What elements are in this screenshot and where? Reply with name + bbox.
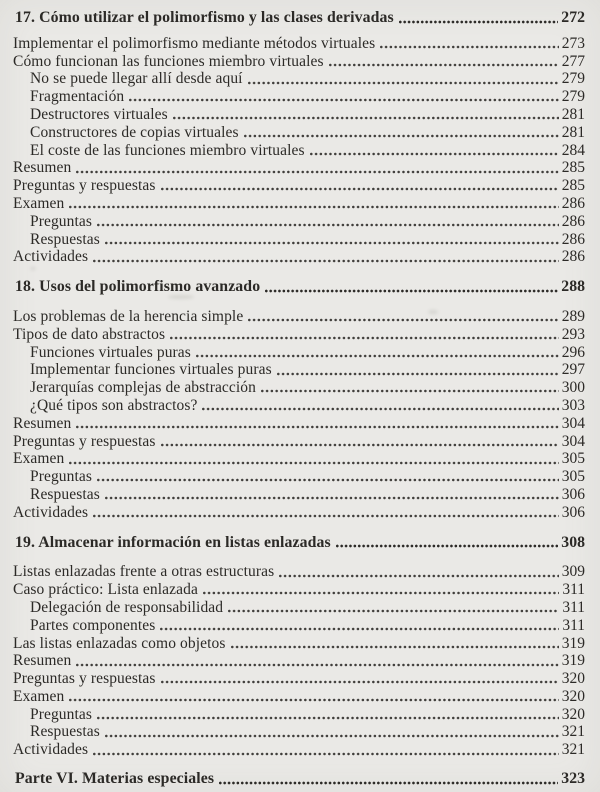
scan-artifact — [30, 267, 36, 270]
dot-leader — [244, 134, 559, 138]
toc-entry-label: Examen — [13, 194, 65, 212]
toc-entry-page: 286 — [561, 212, 585, 230]
toc-entry-label: Preguntas y respuestas — [13, 177, 156, 195]
toc-section-heading — [15, 278, 585, 296]
toc-entry-label: El coste de las funciones miembro virtuales — [30, 141, 305, 159]
toc-entry-label: Examen — [13, 450, 65, 468]
toc-entry-page: 304 — [561, 432, 585, 450]
dot-leader — [261, 389, 559, 393]
toc-entry-label: Funciones virtuales puras — [30, 343, 191, 361]
toc-entry-label: Actividades — [13, 248, 89, 266]
toc-entry-page: 279 — [561, 88, 585, 106]
toc-entry-page: 311 — [562, 598, 585, 616]
toc-entry-page: 284 — [561, 141, 585, 159]
toc-entry-label: Partes componentes — [30, 616, 156, 634]
toc-entry-label: Constructores de copias virtuales — [30, 123, 239, 141]
dot-leader — [196, 354, 559, 358]
toc-entry — [13, 599, 585, 617]
toc-entry-label: Destructores virtuales — [30, 105, 168, 123]
toc-entry-label: Resumen — [13, 652, 72, 670]
dot-leader — [380, 45, 559, 49]
toc-entry-label: Implementar funciones virtuales puras — [30, 361, 272, 379]
dot-leader — [69, 205, 558, 209]
toc-heading-page: 308 — [561, 533, 585, 551]
toc-entry — [13, 159, 585, 177]
toc-entry-label: Las listas enlazadas como objetos — [13, 634, 226, 652]
toc-entry — [13, 670, 585, 688]
dot-leader — [105, 734, 559, 738]
toc-heading-label: 18. Usos del polimorfismo avanzado — [15, 278, 261, 296]
toc-entry — [13, 723, 585, 741]
dot-leader — [219, 781, 558, 785]
toc-entry — [13, 35, 585, 53]
dot-leader — [160, 627, 559, 631]
dot-leader — [161, 680, 559, 684]
toc-entry — [13, 617, 585, 635]
scan-artifact — [168, 295, 194, 299]
toc-entry — [13, 361, 585, 379]
dot-leader — [203, 591, 559, 595]
scan-artifact — [428, 310, 438, 314]
dot-leader — [69, 698, 558, 702]
dot-leader — [173, 116, 559, 120]
toc-entry-page: 285 — [561, 159, 585, 177]
toc-section-heading — [15, 9, 585, 27]
toc-entry-page: 277 — [561, 52, 585, 70]
toc-section-heading — [15, 770, 585, 788]
toc-entry-page: 319 — [561, 652, 585, 670]
toc-entry-label: Preguntas — [30, 705, 93, 723]
toc-entry-page: 293 — [561, 325, 585, 343]
toc-entry — [13, 124, 585, 142]
dot-leader — [105, 241, 559, 245]
toc-entry — [13, 177, 585, 195]
toc-entry-label: Caso práctico: Lista enlazada — [13, 581, 198, 599]
toc-entry-page: 306 — [561, 503, 585, 521]
dot-leader — [105, 496, 559, 500]
toc-entry-page: 279 — [561, 70, 585, 88]
dot-leader — [93, 752, 559, 756]
toc-entry-label: Implementar el polimorfismo mediante métodos virtuales — [13, 34, 376, 52]
dot-leader — [279, 574, 559, 578]
toc-entry-label: Resumen — [13, 159, 72, 177]
toc-entry-page: 305 — [561, 468, 585, 486]
toc-entry-page: 285 — [561, 177, 585, 195]
toc-entry — [13, 563, 585, 581]
toc-entry — [13, 581, 585, 599]
toc-entry-page: 297 — [561, 361, 585, 379]
toc-heading-page: 272 — [561, 9, 585, 26]
toc-entry-label: Listas enlazadas frente a otras estructuras — [13, 563, 275, 581]
toc-heading-label: 19. Almacenar información en listas enlazadas — [15, 533, 331, 551]
toc-entry-page: 320 — [561, 670, 585, 688]
toc-heading-page: 323 — [561, 770, 585, 788]
toc-entry-page: 305 — [561, 450, 585, 468]
dot-leader — [277, 372, 559, 376]
toc-entry-page: 300 — [561, 379, 585, 397]
dot-leader — [265, 289, 558, 293]
dot-leader — [161, 187, 559, 191]
dot-leader — [129, 98, 558, 102]
dot-leader — [97, 223, 559, 227]
toc-entry-page: 311 — [562, 616, 585, 634]
toc-entry-page: 321 — [561, 723, 585, 741]
toc-entry-page: 320 — [561, 705, 585, 723]
toc-entry — [13, 415, 585, 433]
dot-leader — [76, 170, 558, 174]
toc-entry — [13, 635, 585, 653]
table-of-contents — [13, 9, 585, 788]
dot-leader — [161, 443, 559, 447]
toc-entry-label: Actividades — [13, 741, 89, 759]
toc-entry — [13, 652, 585, 670]
dot-leader — [336, 544, 559, 548]
toc-entry-page: 289 — [561, 307, 585, 325]
toc-entry — [13, 486, 585, 504]
toc-entry — [13, 326, 585, 344]
toc-entry-label: Respuestas — [30, 723, 100, 741]
dot-leader — [170, 336, 559, 340]
toc-entry — [13, 231, 585, 249]
dot-leader — [310, 152, 559, 156]
dot-leader — [399, 20, 559, 24]
dot-leader — [248, 81, 559, 85]
toc-entry-page: 281 — [561, 105, 585, 123]
toc-entry-page: 296 — [561, 343, 585, 361]
toc-entry — [13, 88, 585, 106]
toc-entry-label: Respuestas — [30, 485, 100, 503]
toc-entry — [13, 142, 585, 160]
dot-leader — [76, 663, 558, 667]
toc-entry-label: Jerarquías complejas de abstracción — [30, 379, 257, 397]
dot-leader — [97, 478, 559, 482]
dot-leader — [248, 318, 558, 322]
dot-leader — [93, 259, 559, 263]
toc-entry-page: 281 — [561, 123, 585, 141]
toc-entry-label: Delegación de responsabilidad — [30, 598, 224, 616]
dot-leader — [202, 407, 558, 411]
toc-heading-page: 288 — [561, 278, 585, 296]
toc-entry — [13, 70, 585, 88]
toc-entry-page: 306 — [561, 485, 585, 503]
toc-entry-page: 286 — [561, 248, 585, 266]
toc-entry — [13, 308, 585, 326]
toc-heading-label: Parte VI. Materias especiales — [15, 770, 215, 788]
toc-entry-page: 304 — [561, 414, 585, 432]
dot-leader — [329, 63, 559, 67]
toc-entry — [13, 213, 585, 231]
toc-heading-label: 17. Cómo utilizar el polimorfismo y las clases derivadas — [15, 9, 394, 26]
toc-entry-label: Respuestas — [30, 230, 100, 248]
toc-entry — [13, 397, 585, 415]
toc-entry-label: Fragmentación — [30, 88, 125, 106]
toc-entry-page: 311 — [562, 581, 585, 599]
toc-entry — [13, 106, 585, 124]
toc-entry-page: 286 — [561, 230, 585, 248]
toc-entry-page: 309 — [561, 563, 585, 581]
toc-entry-label: No se puede llegar allí desde aquí — [30, 70, 243, 88]
toc-entry-label: Preguntas y respuestas — [13, 432, 156, 450]
toc-entry-label: Tipos de dato abstractos — [13, 325, 166, 343]
toc-entry — [13, 706, 585, 724]
toc-entry-page: 303 — [561, 396, 585, 414]
toc-entry — [13, 741, 585, 759]
toc-entry — [13, 344, 585, 362]
toc-entry-page: 273 — [561, 34, 585, 52]
dot-leader — [228, 609, 559, 613]
dot-leader — [76, 425, 558, 429]
toc-entry — [13, 468, 585, 486]
toc-entry — [13, 379, 585, 397]
toc-entry-page: 320 — [561, 687, 585, 705]
toc-entry — [13, 248, 585, 266]
toc-entry-label: Los problemas de la herencia simple — [13, 307, 244, 325]
toc-entry — [13, 433, 585, 451]
toc-entry-label: ¿Qué tipos son abstractos? — [30, 396, 198, 414]
toc-entry-page: 286 — [561, 194, 585, 212]
dot-leader — [69, 461, 558, 465]
toc-entry — [13, 53, 585, 71]
dot-leader — [97, 716, 559, 720]
toc-entry-label: Preguntas — [30, 468, 93, 486]
toc-section-heading — [15, 534, 585, 552]
toc-entry-label: Examen — [13, 687, 65, 705]
toc-entry-page: 319 — [561, 634, 585, 652]
toc-entry-label: Actividades — [13, 503, 89, 521]
toc-entry-label: Preguntas — [30, 212, 93, 230]
toc-entry-label: Cómo funcionan las funciones miembro virtuales — [13, 52, 324, 70]
toc-entry — [13, 688, 585, 706]
toc-entry-page: 321 — [561, 741, 585, 759]
dot-leader — [93, 514, 559, 518]
toc-entry — [13, 504, 585, 522]
toc-entry — [13, 450, 585, 468]
toc-entry-label: Resumen — [13, 414, 72, 432]
dot-leader — [231, 645, 559, 649]
toc-entry-label: Preguntas y respuestas — [13, 670, 156, 688]
toc-entry — [13, 195, 585, 213]
